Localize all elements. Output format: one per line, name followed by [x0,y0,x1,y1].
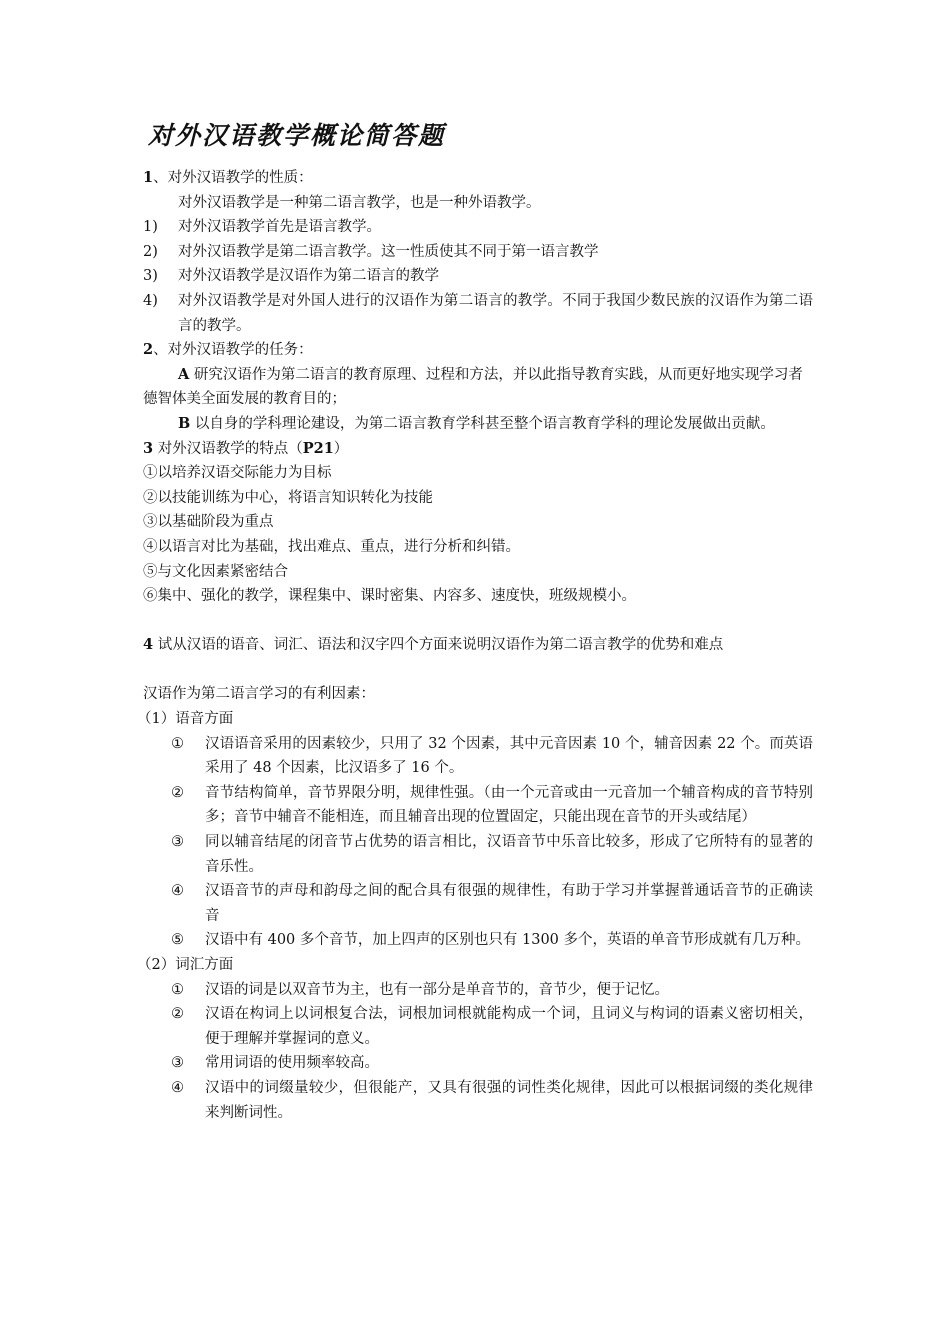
section-number: 1 [143,169,154,186]
vocabulary-item [143,978,813,1003]
vocabulary-item [143,1002,813,1051]
task-b-paragraph [143,412,813,437]
item-number: ② [171,784,184,801]
item-text: 同以辅音结尾的闭音节占优势的语言相比，汉语音节中乐音比较多，形成了它所特有的显著的音乐性。 [205,834,813,875]
vocabulary-item [143,1076,813,1125]
section-number: 3 [143,439,154,457]
item-text: 常用词语的使用频率较高。 [205,1055,379,1072]
item-number: 3) [143,268,158,285]
vocabulary-subheading: （2）词汇方面 [137,957,234,973]
vocabulary-item [143,1051,813,1076]
item-text: 音节结构简单，音节界限分明，规律性强。（由一个元音或由一元音加一个辅音构成的音节特别多；音节中辅音不能相连，而且辅音出现的位置固定，只能出现在音节的开头或结尾） [205,784,813,826]
section-number: 2 [143,341,154,359]
feature-item: ②以技能训练为中心，将语言知识转化为技能 [143,489,433,506]
section-1-heading [143,166,813,191]
list-item [143,264,813,289]
list-item [143,289,813,338]
task-a-paragraph [143,363,813,412]
task-text: 研究汉语作为第二语言的教育原理、过程和方法，并以此指导教育实践，从而更好地实现学习者德智体美全面发展的教育目的； [143,366,803,408]
section-heading-text: 、对外汉语教学的任务： [153,342,313,359]
section-heading-text: ） [333,440,349,457]
task-text: 以自身的学科理论建设，为第二语言教育学科甚至整个语言教育学科的理论发展做出贡献。 [190,415,775,432]
list-item [143,240,813,265]
item-text: 汉语的词是以双音节为主，也有一部分是单音节的，音节少，便于记忆。 [205,981,669,998]
item-text: 汉语音节的声母和韵母之间的配合具有很强的规律性，有助于学习并掌握普通话音节的正确读音 [205,883,813,924]
item-number: ② [171,1006,184,1023]
page-reference: P21 [302,439,334,457]
feature-item: ⑤与文化因素紧密结合 [143,563,288,580]
item-text: 汉语语音采用的因素较少，只用了 32 个因素，其中元音因素 10 个，辅音因素 22 个。而英语采用了 48 个因素，比汉语多了 16 个。 [205,735,813,777]
feature-item: ③以基础阶段为重点 [143,514,274,531]
item-text: 对外汉语教学是汉语作为第二语言的教学 [178,268,439,285]
document-body [137,166,813,1125]
phonetics-item [143,732,813,781]
item-number: ③ [171,1055,184,1072]
section-heading-text: 试从汉语的语音、词汇、语法和汉字四个方面来说明汉语作为第二语言教学的优势和难点 [153,637,724,654]
item-text: 对外汉语教学是对外国人进行的汉语作为第二语言的教学。不同于我国少数民族的汉语作为第二语言的教学。 [178,292,813,334]
feature-item: ④以语言对比为基础，找出难点、重点，进行分析和纠错。 [143,538,520,555]
item-text: 汉语中的词缀量较少，但很能产，又具有很强的词性类化规律，因此可以根据词缀的类化规律来判断词性。 [205,1079,813,1121]
item-number: 4) [143,292,158,309]
section-1-intro: 对外汉语教学是一种第二语言教学，也是一种外语教学。 [178,194,541,211]
section-heading-text: 、对外汉语教学的性质： [153,170,313,186]
item-text: 对外汉语教学是第二语言教学。这一性质使其不同于第一语言教学 [178,243,599,260]
phonetics-item [143,830,813,879]
section-3-heading [143,437,813,462]
phonetics-subheading: （1）语音方面 [137,711,234,728]
task-label: A [178,365,190,383]
item-number: ① [171,981,184,998]
feature-item: ⑥集中、强化的教学，课程集中、课时密集、内容多、速度快，班级规模小。 [143,588,636,605]
item-number: 1) [143,219,158,236]
item-number: ④ [171,883,184,900]
feature-item: ①以培养汉语交际能力为目标 [143,465,332,482]
item-number: ③ [171,834,184,851]
item-text: 对外汉语教学首先是语言教学。 [178,219,381,236]
document-title: 对外汉语教学概论简答题 [148,121,446,150]
spacer [143,609,813,634]
section-2-heading [143,338,813,363]
item-number: ⑤ [171,932,184,949]
item-text: 汉语在构词上以词根复合法，词根加词根就能构成一个词，且词义与构词的语素义密切相关，便于理解并掌握词的意义。 [205,1006,813,1047]
section-number: 4 [143,636,154,654]
spacer [143,658,813,683]
list-item [143,215,813,240]
item-number: ① [171,735,184,752]
task-label: B [178,414,191,432]
phonetics-item [143,781,813,830]
section-heading-text: 对外汉语教学的特点（ [153,440,303,457]
favorable-factors-heading: 汉语作为第二语言学习的有利因素： [143,686,375,703]
item-text: 汉语中有 400 多个音节，加上四声的区别也只有 1300 多个，英语的单音节形成就有几万种。 [205,932,811,949]
section-4-heading [143,633,813,658]
phonetics-item [143,928,813,953]
item-number: ④ [171,1079,184,1096]
phonetics-item [143,879,813,928]
item-number: 2) [143,243,158,260]
